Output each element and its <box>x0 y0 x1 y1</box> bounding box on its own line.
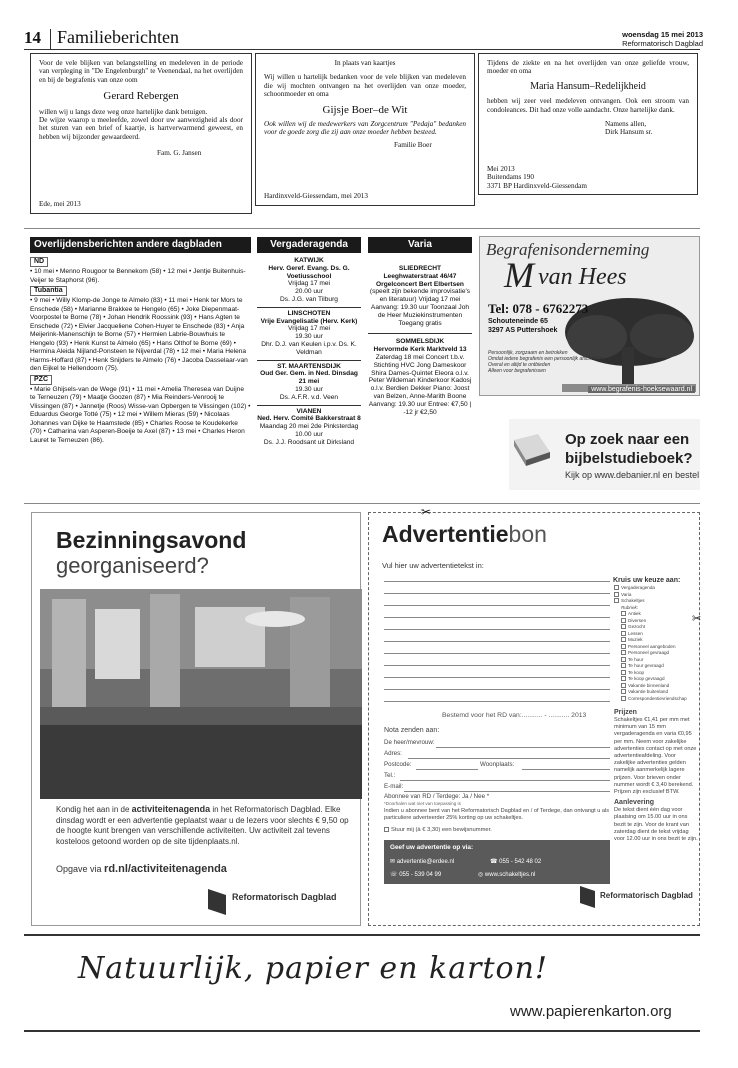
bon-stuur[interactable] <box>384 827 492 833</box>
agenda-org: Oud Ger. Gem. in Ned. Dinsdag 21 mei <box>260 370 358 386</box>
field-label: Postcode: <box>384 761 412 768</box>
notice-body: willen wij u langs deze weg onze hartelijke dank betuigen. <box>39 107 208 116</box>
obits-tag: PZC <box>30 375 52 385</box>
varia-list <box>368 265 472 416</box>
agenda-date: Maandag 20 mei 2de Pinksterdag <box>259 423 359 431</box>
bezinning-title: Bezinningsavond <box>56 527 247 553</box>
obits-text: • 10 mei • Menno Rougoor te Bennekom (58) • 12 mei • Jentje Buitenhuis-Veijer te Staphorst (96). <box>30 268 246 284</box>
varia-org: Leeghwaterstraat 46/47 Orgelconcert Bert Elbertsen <box>376 272 464 288</box>
varia-place: SOMMELSDIJK <box>395 338 445 346</box>
bon-title <box>382 521 547 548</box>
obits-tag: ND <box>30 257 48 267</box>
hees-tagline-line: Overal en altijd te ontbieden <box>488 362 551 368</box>
header-rule <box>24 49 700 50</box>
bible-line2: bijbelstudieboek? <box>565 450 693 467</box>
agenda-time: Ds. A.F.R. v.d. Veen <box>279 393 339 401</box>
bon-korting: Indien u abonnee bent van het Reformatorisch Dagblad en / of Terdege, dan ontvangt u als particuliere adverteerder 25% korting op uw schakeltjes. <box>384 808 610 821</box>
papier-url[interactable]: www.papierenkarton.org <box>510 1003 672 1020</box>
agenda-date: 19.30 uur <box>295 385 323 393</box>
notice-signature: Dirk Hansum sr. <box>605 128 653 137</box>
bezinning-text-bold: activiteitenagenda <box>131 804 211 814</box>
hees-ad <box>479 236 700 396</box>
scissors-icon: ✂ <box>692 613 702 625</box>
header-paper: Reformatorisch Dagblad <box>622 39 703 48</box>
agenda-item <box>257 363 361 402</box>
bon-site-text: www.schakeltjes.nl <box>484 872 536 878</box>
bible-line3[interactable]: Kijk op www.debanier.nl en bestel <box>565 470 700 480</box>
bon-aanlevering-heading: Aanlevering <box>614 799 655 807</box>
bon-option-label: Personeel gevraagd <box>628 650 670 655</box>
bon-phone[interactable] <box>390 871 441 878</box>
bon-option-label: Schakeltjes <box>621 598 645 603</box>
bon-footnote: *Doorhalen wat niet van toepassing is <box>384 801 461 806</box>
agenda-date: Vrijdag 17 mei <box>288 325 330 333</box>
bon-abonnee[interactable]: Abonnee van RD / Terdege: Ja / Nee * <box>384 793 490 800</box>
bon-option-label: Vakantie buitenland <box>628 689 669 694</box>
agenda-list <box>257 257 361 447</box>
varia-desc: Zaterdag 18 mei Concert t.b.v. Stichting HVC Jong Dameskoor Shira Dames-Quintet Eleora o.l.v. Peter Wildeman Kinderkoor Kadosj o.l.v. Berdien Dekker Piano: Joost van Belzen, Anne-Marith Boone Aanvang: 19.30 uur Entree: €7,50 | -12 jr €2,50 <box>368 353 472 416</box>
notice-rebergen <box>30 53 252 214</box>
obits-tag: Tubantia <box>30 286 67 296</box>
field-address[interactable] <box>384 750 610 761</box>
bon-email[interactable] <box>390 858 454 865</box>
obits-text: • 9 mei • Willy Klomp-de Jonge te Almelo (83) • 11 mei • Henk ter Mors te Enschede (58) • Marianne Brakkee te Hengelo (65) • Joke Diepenmaat-Voorpostel te Borne (78) • Johan Hendrik Roossink (93) • Hans Agten te Enschede (72) • Elvier Jacqueliene Cohen-Huyer te Enschede (83) • Anja Meijerink-Manenschijn te Borne (57) • Hermien Labrie-Bouwhuis te Hengelo (93) • Henk Kunst te Almelo (65) • Hans Olthof te Borne (69) • Hermina Aleida Nijland-Ponsteen te Nijverdal (78) • 12 mei • Maria Helena Harms-Hoffard (87) • Henk Snijders te Almelo (76) • Jacoba Dasselaar-van den Eijkel te Hellendoorn (75). <box>30 297 248 372</box>
field-label: De heer/mevrouw: <box>384 739 435 746</box>
mail-icon: ✉ <box>390 859 396 865</box>
obits-text: • Marie Ghijsels-van de Wege (91) • 11 mei • Amelia Theresea van Duijne te Terneuzen (79) • Maatje Goozen (87) • Mia Reinders-Venrooij te Vlissingen (87) • Jannetje (Roos) Wisse-van Opbergen te Vlissingen (102) • Eduardus George Totté (75) • 12 mei • Willem Mieras (59) • Nicolaas Johannes van Dijke te Haamstede (85) • Charles Roose te Koudekerke (70) • Catharina van Asperen-Boeije te Axel (87) • 13 mei • Charles Heron Lauret te Terneuzen (86). <box>30 385 251 444</box>
bible-ad <box>509 419 700 490</box>
notice-boer <box>255 53 475 206</box>
bon-option-label: Te koop gevraagd <box>628 676 665 681</box>
agenda-org: Herv. Geref. Evang. Ds. G. Voetiusschool <box>268 264 350 280</box>
bon-option-label: Gezocht <box>628 624 646 629</box>
bon-option-label: Correspondentievriendschap <box>628 695 687 701</box>
hees-tagline <box>488 350 603 374</box>
bon-bestemd[interactable]: Bestemd voor het RD van:........... - ........... 2013 <box>442 712 587 719</box>
field-name[interactable] <box>384 739 610 750</box>
agenda-separator <box>257 307 361 308</box>
field-city[interactable] <box>480 761 610 772</box>
hees-web[interactable]: www.begrafenis-hoeksewaard.nl <box>588 386 695 393</box>
header-divider <box>50 29 51 49</box>
notice-signature: Fam. G. Jansen <box>157 149 202 158</box>
fax-icon: ☎ <box>490 859 498 865</box>
bon-stuur-label: Stuur mij (à € 3,30) een bewijsnummer. <box>391 827 492 834</box>
bezinning-text-pre: Kondig het aan in de <box>56 805 130 814</box>
agenda-time: 10.00 uur <box>295 430 323 438</box>
bon-site[interactable] <box>478 871 535 878</box>
varia-org: Hervormde Kerk Marktveld 13 <box>373 346 467 354</box>
bezinning-text <box>56 804 352 847</box>
bon-option-label: Varia <box>621 591 632 597</box>
notice-body: hebben wij zeer veel medeleven ontvangen. Ook een stroom van condoleances. Dit had onze volle aandacht. Onze hartelijke dank. <box>487 97 689 114</box>
bon-prijzen-heading: Prijzen <box>614 709 637 716</box>
bon-option-label: Te koop <box>628 669 645 675</box>
bon-fax-text: 055 - 542 48 02 <box>499 859 542 865</box>
section-rule <box>24 1030 700 1032</box>
church-photo <box>40 589 362 799</box>
varia-place: SLIEDRECHT <box>398 265 442 272</box>
agenda-date: Vrijdag 17 mei <box>288 280 330 288</box>
bon-option-label: Diversen <box>628 617 647 623</box>
agenda-speaker: Dhr. D.J. van Keulen i.p.v. Ds. K. Veldman <box>261 340 357 356</box>
varia-desc: (speelt zijn bekende improvisatie's en literatuur) Vrijdag 17 mei Aanvang: 19.30 uur Toonzaal Joh de Heer Muziekinstrumenten Toegang gratis <box>369 288 471 327</box>
agenda-place: VIANEN <box>296 407 322 415</box>
page-header <box>10 6 730 46</box>
bon-prices <box>614 709 698 843</box>
notice-intro: Voor de vele blijken van belangstelling en medeleven in de periode van verpleging in "De Engelenburgh" te Veenendaal, na het overlijden en bij de begrafenis van onze oom <box>39 59 243 84</box>
field-label: Woonplaats: <box>480 761 515 768</box>
bon-title-bold: Advertentie <box>382 521 509 547</box>
varia-item <box>368 338 472 416</box>
notice-name: Gijsje Boer–de Wit <box>322 103 408 116</box>
bon-title-light: bon <box>508 521 547 547</box>
varia-header: Varia <box>368 237 472 253</box>
bezinning-cta-link[interactable]: rd.nl/activiteitenagenda <box>104 863 227 875</box>
bon-fax[interactable] <box>490 858 541 865</box>
agenda-item <box>257 310 361 357</box>
bon-option-label: Vergaderagenda <box>621 585 655 590</box>
obits-list <box>30 256 251 496</box>
bon-option[interactable] <box>614 696 698 703</box>
section-rule <box>24 228 700 229</box>
agenda-time: 20.00 uur <box>295 288 323 296</box>
obits-section-pzc <box>30 374 251 446</box>
bezinning-cta <box>56 863 227 875</box>
notice-name: Maria Hansum–Redelijkheid <box>530 80 646 92</box>
rd-logo: Reformatorisch Dagblad <box>232 892 337 902</box>
obits-section-tubantia <box>30 285 251 374</box>
agenda-org: Vrije Evangelisatie (Herv. Kerk) <box>260 317 358 325</box>
hees-tagline-line: Persoonlijk, zorgzaam en betrokken <box>488 350 568 356</box>
section-rule <box>24 503 700 504</box>
agenda-place: KATWIJK <box>294 257 324 264</box>
papier-slogan: Natuurlijk, papier en karton! <box>78 951 548 986</box>
hees-name: van Hees <box>538 264 627 290</box>
bon-prijzen-text: Schakeltjes €1,41 per mm met minimum van 15 mm vergaderagenda en varia €0,95 per mm. Neem voor zakelijke advertenties contact op met onze advertentieafdeling. Voor zakelijke advertenties gelden namelijk aanmerkelijk lagere prijzen. Voor brieven onder nummer wordt € 3,40 berekend. Prijzen zijn exclusief BTW. <box>614 717 697 796</box>
bon-options <box>614 585 698 702</box>
notice-body: De wijze waarop u meeleefde, zowel door uw aanwezigheid als door het sturen van een brief of kaartje, is hartverwarmend geweest, en hebben wij bijzonder gewaardeerd. <box>39 116 243 141</box>
bon-option-label: Antiek <box>628 611 641 616</box>
rd-logo-icon <box>208 889 230 915</box>
bezinning-ad <box>31 512 361 926</box>
bon-kruis: Kruis uw keuze aan: <box>613 577 681 584</box>
field-label: Adres: <box>384 750 402 757</box>
field-postcode[interactable] <box>384 761 494 772</box>
hees-street: Schouteneinde 65 <box>488 318 548 325</box>
bon-option-label: Muziek <box>628 637 643 642</box>
bezinning-cta-pre: Opgave via <box>56 864 102 874</box>
bezinning-subtitle: georganiseerd? <box>56 553 209 578</box>
bon-subtitle: Vul hier uw advertentietekst in: <box>382 561 484 570</box>
page-number: 14 <box>24 28 41 47</box>
ad-text-lines[interactable] <box>384 572 610 704</box>
notice-address-line: 3371 BP Hardinxveld-Giessendam <box>487 181 587 190</box>
hees-tel: Tel: 078 - 6762273 <box>488 301 589 316</box>
bon-email-text: advertentie@erdee.nl <box>396 859 455 865</box>
notice-italic: Ook willen wij de medewerkers van Zorgcentrum "Pedaja" bedanken voor de goede zorg die zij aan onze moeder hebben besteed. <box>264 120 466 137</box>
hees-tagline-line: Alleen voor begrafenissen <box>488 368 546 374</box>
agenda-separator <box>257 360 361 361</box>
bon-option-label: Lessen <box>628 630 643 636</box>
stuur-checkbox[interactable] <box>384 827 389 832</box>
bon-phone-text: 055 - 539 04 99 <box>399 872 442 878</box>
varia-item <box>368 265 472 327</box>
agenda-place: ST. MAARTENSDIJK <box>277 362 341 370</box>
notice-place: Ede, mei 2013 <box>39 199 81 208</box>
notice-address-line: Buitendams 190 <box>487 173 534 182</box>
agenda-item <box>257 257 361 304</box>
obits-section-nd <box>30 256 251 285</box>
globe-icon: ◎ <box>478 872 484 878</box>
bon-contact-box <box>384 840 610 884</box>
agenda-speaker: Ds. J.J. Roodsant uit Dirksland <box>263 438 355 446</box>
bon-geef: Geef uw advertentie op via: <box>390 844 474 851</box>
book-icon <box>512 432 552 476</box>
agenda-item <box>257 408 361 447</box>
field-label: E-mail: <box>384 783 404 790</box>
agenda-speaker: Ds. J.G. van Tilburg <box>280 295 338 303</box>
section-rule <box>24 934 700 936</box>
bible-line1: Op zoek naar een <box>565 431 690 448</box>
notice-intro: Tijdens de ziekte en na het overlijden van onze geliefde vrouw, moeder en oma <box>487 59 689 76</box>
bon-option-label: Vakantie binnenland <box>628 682 670 688</box>
agenda-place: LINSCHOTEN <box>287 309 331 317</box>
field-phone[interactable] <box>384 772 610 783</box>
bon-nota: Nota zenden aan: <box>384 727 440 734</box>
bezinning-text-post: in het Reformatorisch Dagblad. Elke dinsdag wordt er een advertentie geplaatst waar u de lezers voor slechts € 9,50 op de hoogte kunt brengen van verschillende activiteiten. Uw activiteit zal tevens kosteloos getoond worden op de site tijdenplaats.nl. <box>56 805 349 846</box>
notice-address-line: Mei 2013 <box>487 164 515 173</box>
varia-separator <box>368 333 472 334</box>
notice-heading: In plaats van kaartjes <box>334 59 396 67</box>
notice-signature: Familie Boer <box>394 140 432 149</box>
hees-city: 3297 AS Puttershoek <box>488 327 558 334</box>
agenda-org: Ned. Herv. Comité Bakkerstraat 8 <box>257 415 361 423</box>
bon-option-label: Personeel aangeboden <box>628 643 676 649</box>
section-title: Familieberichten <box>57 27 179 47</box>
notice-place: Hardinxveld-Giessendam, mei 2013 <box>264 191 368 200</box>
hees-heading: Begrafenisonderneming <box>486 240 650 259</box>
agenda-header: Vergaderagenda <box>257 237 361 253</box>
notice-hansum <box>478 53 698 195</box>
hees-tagline-line: Omdat iedere begrafenis een persoonlijk afscheid is <box>488 356 604 362</box>
obits-header: Overlijdensberichten andere dagbladen <box>30 237 251 253</box>
hees-initial: M <box>504 255 534 295</box>
notice-address <box>487 165 587 190</box>
bon-aanlevering-text: De tekst dient één dag voor plaatsing om 15.00 uur in ons bezit te zijn. Voor de krant van zaterdag dient de tekst vrijdag voor 12.00 uur in ons bezit te zijn. <box>614 807 698 843</box>
notice-signature: Namens allen, <box>605 120 647 129</box>
agenda-separator <box>257 405 361 406</box>
rd-logo: Reformatorisch Dagblad <box>600 891 693 900</box>
field-label: Tel.: <box>384 772 396 779</box>
notice-name: Gerard Rebergen <box>103 90 179 103</box>
rd-logo-icon <box>580 886 598 908</box>
bon-option-label: Te huur <box>628 656 644 662</box>
agenda-time: 19.30 uur <box>295 333 323 341</box>
notice-intro: Wij willen u hartelijk bedanken voor de vele blijken van medeleven die wij mochten ontvangen na het overlijden van onze moeder, schoonmoeder en oma <box>264 73 466 99</box>
phone-icon: ☏ <box>390 872 398 878</box>
scissors-icon: ✂ <box>421 505 432 519</box>
bon-option-label: Rubriek: <box>621 604 639 610</box>
bon-option-label: Te huur gevraagd <box>628 663 664 668</box>
header-date: woensdag 15 mei 2013 <box>622 30 703 39</box>
